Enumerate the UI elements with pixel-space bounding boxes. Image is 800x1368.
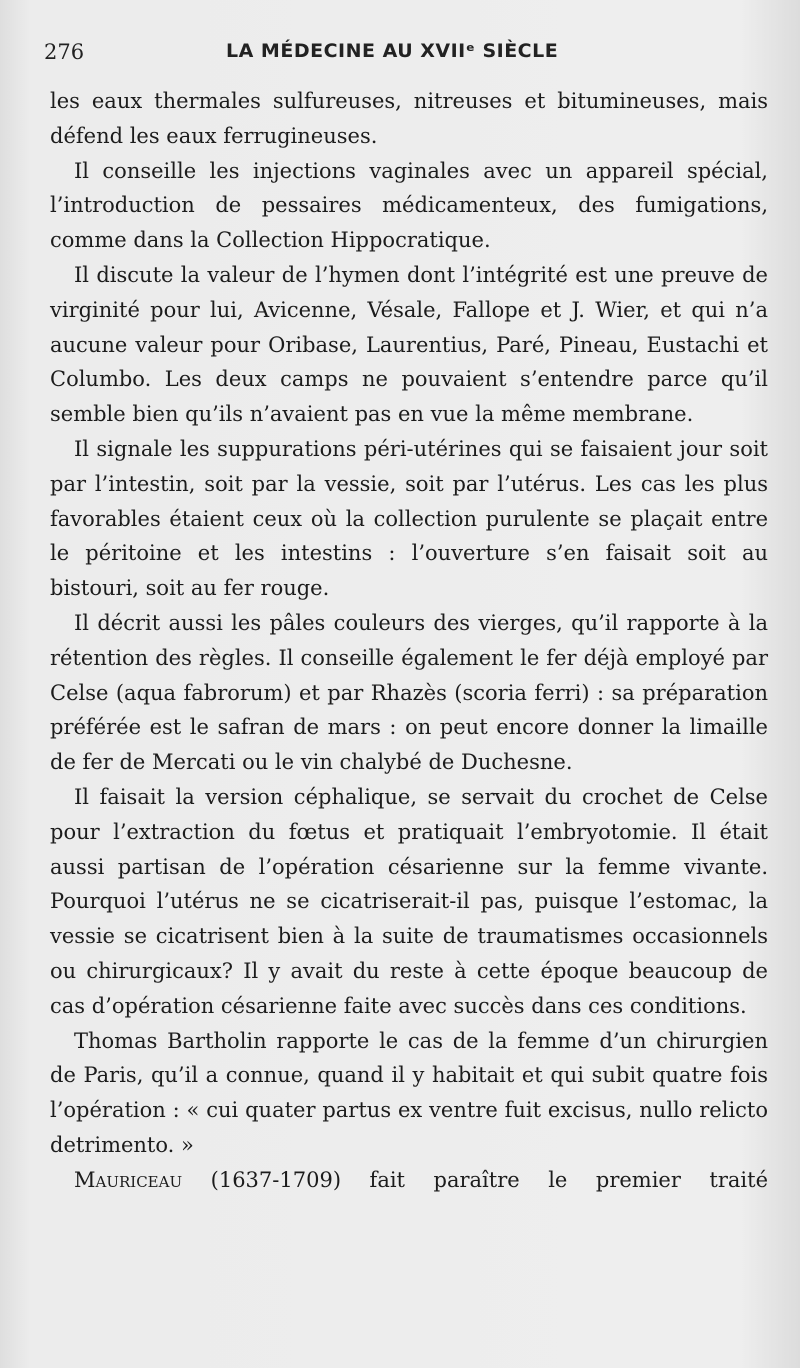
paragraph-1: les eaux thermales sulfureuses, nitreuses et bitumineuses, mais défend les eaux ferrugineuses. — [50, 89, 768, 148]
paragraph-7: Thomas Bartholin rapporte le cas de la femme d’un chirurgien de Paris, qu’il a connue, quand il y habitait et qui subit quatre fois l’opération : « cui quater partus ex ventre fuit excisus, nullo relicto detrimento. » — [50, 1028, 768, 1157]
page-number: 276 — [44, 40, 85, 64]
page-header — [44, 36, 764, 72]
author-name: Mauriceau — [74, 1167, 183, 1192]
paragraph-6: Il faisait la version céphalique, se servait du crochet de Celse pour l’extraction du fœtus et pratiquait l’embryotomie. Il était aussi partisan de l’opération césarienne sur la femme vivante. Pourquoi l’utérus ne se cicatriserait-il pas, puisque l’estomac, la vessie se cicatrisent bien à la suite de traumatismes occasionnels ou chirurgicaux? Il y avait du reste à cette époque beaucoup de cas d’opération césarienne faite avec succès dans ces conditions. — [50, 784, 768, 1018]
body-text — [50, 84, 768, 1198]
paragraph-4: Il signale les suppurations péri-utérines qui se faisaient jour soit par l’intestin, soit par la vessie, soit par l’utérus. Les cas les plus favorables étaient ceux où la collection purulente se plaçait entre le péritoine et les intestins : l’ouverture s’en faisait soit au bistouri, soit au fer rouge. — [50, 436, 768, 601]
paragraph-3: Il discute la valeur de l’hymen dont l’intégrité est une preuve de virginité pour lui, Avicenne, Vésale, Fallope et J. Wier, et qui n’a aucune valeur pour Oribase, Laurentius, Paré, Pineau, Eustachi et Columbo. Les deux camps ne pouvaient s’entendre parce qu’il semble bien qu’ils n’avaient pas en vue la même membrane. — [50, 262, 768, 427]
paragraph-5: Il décrit aussi les pâles couleurs des vierges, qu’il rapporte à la rétention des règles. Il conseille également le fer déjà employé par Celse (aqua fabrorum) et par Rhazès (scoria ferri) : sa préparation préférée est le safran de mars : on peut encore donner la limaille de fer de Mercati ou le vin chalybé de Duchesne. — [50, 610, 768, 775]
paragraph-8 — [50, 1163, 768, 1198]
paragraph-2: Il conseille les injections vaginales avec un appareil spécial, l’introduction de pessaires médicamenteux, des fumigations, comme dans la Collection Hippocratique. — [50, 158, 768, 253]
running-title: LA MÉDECINE AU XVIIᵉ SIÈCLE — [226, 40, 559, 62]
paragraph-8-text: (1637-1709) fait paraître le premier traité — [182, 1167, 768, 1192]
